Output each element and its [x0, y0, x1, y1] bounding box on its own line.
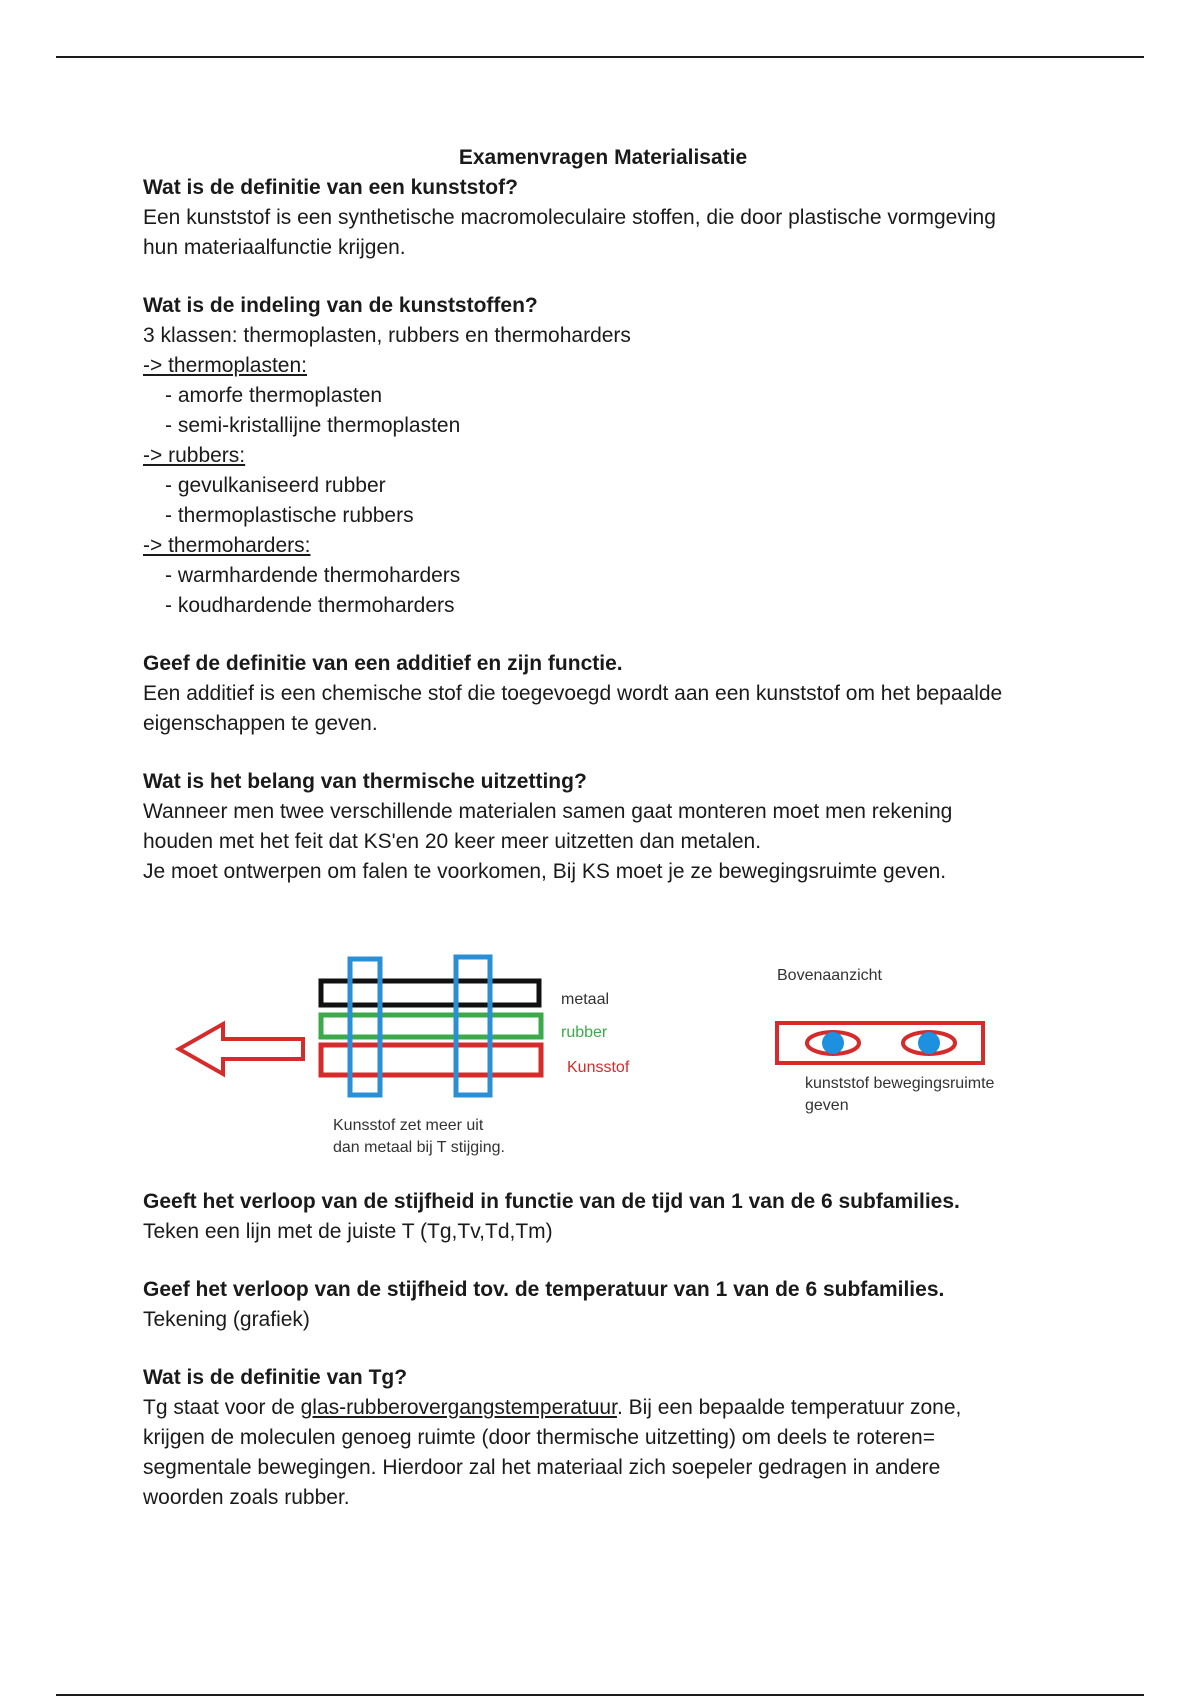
question-stijfheid-tijd: Geeft het verloop van de stijfheid in functie van de tijd van 1 van de 6 subfamilies.: [143, 1190, 960, 1213]
answer-line: krijgen de moleculen genoeg ruimte (door thermische uitzetting) om deels te roteren=: [143, 1426, 936, 1449]
answer-line: Wanneer men twee verschillende materialen samen gaat monteren moet men rekening: [143, 800, 953, 823]
beweg-line: geven: [805, 1097, 849, 1114]
answer-line: Tekening (grafiek): [143, 1308, 310, 1331]
answer-line: Je moet ontwerpen om falen te voorkomen, Bij KS moet je ze bewegingsruimte geven.: [143, 860, 947, 883]
bottom-rule: [56, 1694, 1144, 1696]
group-heading-rubbers: -> rubbers:: [143, 444, 246, 467]
answer-line: woorden zoals rubber.: [143, 1486, 350, 1509]
document-body: [143, 143, 1063, 1513]
page-title: Examenvragen Materialisatie: [458, 146, 748, 169]
expansion-arrow: [179, 1024, 303, 1074]
question-thermische-uitzetting: Wat is het belang van thermische uitzetting?: [143, 770, 587, 793]
answer-line: eigenschappen te geven.: [143, 712, 378, 735]
answer-text: . Bij een bepaalde temperatuur zone,: [616, 1396, 962, 1419]
list-item: - thermoplastische rubbers: [165, 504, 414, 527]
question-definitie-kunststof: Wat is de definitie van een kunststof?: [143, 176, 518, 199]
question-additief: Geef de definitie van een additief en zijn functie.: [143, 652, 623, 675]
label-metaal: metaal: [561, 991, 610, 1008]
metaal-bar: [321, 981, 539, 1005]
list-item: - gevulkaniseerd rubber: [165, 474, 386, 497]
kunststof-bar: [321, 1045, 541, 1075]
answer-line: segmentale bewegingen. Hierdoor zal het materiaal zich soepeler gedragen in andere: [143, 1456, 941, 1479]
answer-text: Tg staat voor de: [143, 1396, 301, 1419]
label-bovenaanzicht: Bovenaanzicht: [777, 967, 882, 984]
question-stijfheid-temperatuur: Geef het verloop van de stijfheid tov. de temperatuur van 1 van de 6 subfamilies.: [143, 1278, 945, 1301]
list-item: - amorfe thermoplasten: [165, 384, 383, 407]
answer-line: Een kunststof is een synthetische macromoleculaire stoffen, die door plastische vormgeving: [143, 206, 996, 229]
rubber-bar: [321, 1015, 541, 1037]
caption-line: dan metaal bij T stijging.: [333, 1139, 505, 1156]
answer-line: Een additief is een chemische stof die toegevoegd wordt aan een kunststof om het bepaalde: [143, 682, 1003, 705]
question-definitie-tg: Wat is de definitie van Tg?: [143, 1366, 408, 1389]
group-heading-thermoharders: -> thermoharders:: [143, 534, 311, 557]
group-heading-thermoplasten: -> thermoplasten:: [143, 354, 308, 377]
term-link: glas-rubberovergangstemperatuur: [300, 1396, 617, 1419]
list-item: - warmhardende thermoharders: [165, 564, 461, 587]
topview-bolt-left: [822, 1032, 844, 1054]
thermal-expansion-figure: [143, 897, 1063, 1187]
label-rubber: rubber: [561, 1024, 608, 1041]
list-item: - semi-kristallijne thermoplasten: [165, 414, 461, 437]
question-indeling-kunststoffen: Wat is de indeling van de kunststoffen?: [143, 294, 538, 317]
label-kunststof: Kunsstof: [567, 1059, 630, 1076]
list-item: - koudhardende thermoharders: [165, 594, 455, 617]
answer-line: [143, 1393, 1063, 1423]
label-bewegingsruimte: [805, 1073, 1045, 1117]
answer-line: 3 klassen: thermoplasten, rubbers en thermoharders: [143, 324, 631, 347]
topview-bolt-right: [918, 1032, 940, 1054]
answer-line: hun materiaalfunctie krijgen.: [143, 236, 406, 259]
beweg-line: kunststof bewegingsruimte: [805, 1075, 995, 1092]
answer-line: Teken een lijn met de juiste T (Tg,Tv,Td,Tm): [143, 1220, 553, 1243]
answer-line: houden met het feit dat KS'en 20 keer meer uitzetten dan metalen.: [143, 830, 762, 853]
figure-caption: [333, 1115, 593, 1159]
top-rule: [56, 56, 1144, 58]
caption-line: Kunsstof zet meer uit: [333, 1117, 484, 1134]
